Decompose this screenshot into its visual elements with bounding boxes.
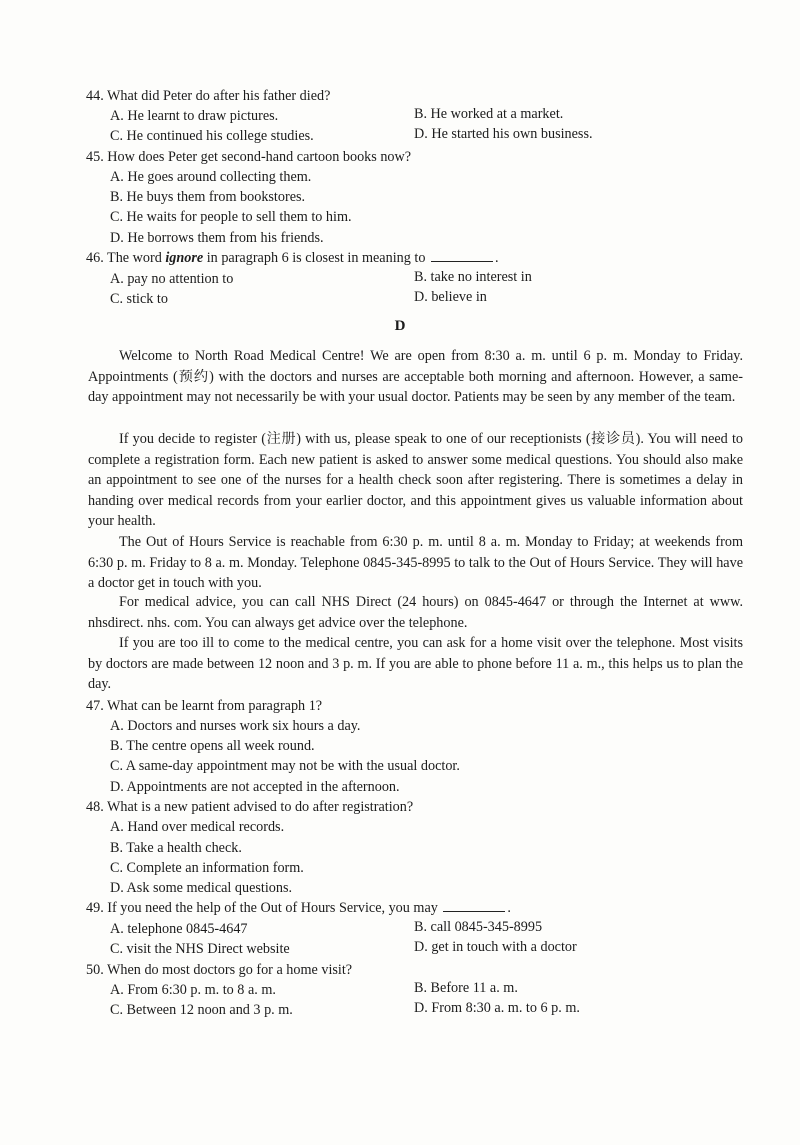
question-47-option-c: C. A same-day appointment may not be with the usual doctor. <box>110 758 460 774</box>
answer-blank <box>431 249 493 262</box>
question-49-option-d: D. get in touch with a doctor <box>414 939 577 955</box>
passage-paragraph-3: The Out of Hours Service is reachable from 6:30 p. m. until 8 a. m. Monday to Friday; at weekends from 6:30 p. m. Friday to 8 a. m. Monday. Telephone 0845-345-8995 to talk to the Out of Hours Service. They will have a doctor get in touch with you. <box>88 534 743 592</box>
question-48-option-a: A. Hand over medical records. <box>110 819 285 835</box>
passage-paragraph-5: If you are too ill to come to the medical centre, you can ask for a home visit over the telephone. Most visits by doctors are made between 12 noon and 3 p. m. If you are able to phone before 11 a. m., this helps us to plan the day. <box>88 635 743 693</box>
question-44-option-c: C. He continued his college studies. <box>110 128 314 144</box>
question-47-stem: 47. What can be learnt from paragraph 1? <box>86 698 323 714</box>
question-48-option-b: B. Take a health check. <box>110 840 242 856</box>
question-44-option-a: A. He learnt to draw pictures. <box>110 108 279 124</box>
question-49-option-c: C. visit the NHS Direct website <box>110 941 290 957</box>
section-heading: D <box>394 318 406 334</box>
question-45-option-d: D. He borrows them from his friends. <box>110 230 324 246</box>
question-46-stem-pre: 46. The word <box>86 250 162 266</box>
question-49-stem-text: 49. If you need the help of the Out of Hours Service, you may <box>86 900 438 916</box>
question-46-stem: 46. The word ignore in paragraph 6 is closest in meaning to . <box>86 250 499 266</box>
question-45-option-b: B. He buys them from bookstores. <box>110 189 306 205</box>
question-46-stem-post: in paragraph 6 is closest in meaning to <box>206 250 426 266</box>
passage-paragraph-4: For medical advice, you can call NHS Direct (24 hours) on 0845-4647 or through the Internet at www. nhsdirect. nhs. com. You can always get advice over the telephone. <box>88 594 743 631</box>
question-44-option-d: D. He started his own business. <box>414 126 593 142</box>
question-44-stem: 44. What did Peter do after his father died? <box>86 88 331 104</box>
question-50-option-c: C. Between 12 noon and 3 p. m. <box>110 1002 293 1018</box>
question-47-option-a: A. Doctors and nurses work six hours a day. <box>110 718 361 734</box>
question-50-option-d: D. From 8:30 a. m. to 6 p. m. <box>414 1000 580 1016</box>
question-46-keyword: ignore <box>165 250 204 266</box>
question-50-stem: 50. When do most doctors go for a home visit? <box>86 962 353 978</box>
question-45-option-c: C. He waits for people to sell them to him. <box>110 209 352 225</box>
question-47-option-b: B. The centre opens all week round. <box>110 738 315 754</box>
question-49-stem: 49. If you need the help of the Out of Hours Service, you may . <box>86 900 511 916</box>
question-49-option-b: B. call 0845-345-8995 <box>414 919 543 935</box>
passage-paragraph-2: If you decide to register (注册) with us, please speak to one of our receptionists (接诊员). You will need to complete a registration form. Each new patient is asked to answer some medical questions. You should also make an appointment to see one of the nurses for a health check soon after registering. There is sometimes a delay in handing over medical records from your earlier doctor, and this appointment gives us valuable information about your health. <box>88 431 743 530</box>
question-44-option-b: B. He worked at a market. <box>414 106 564 122</box>
question-50-option-a: A. From 6:30 p. m. to 8 a. m. <box>110 982 276 998</box>
question-47-option-d: D. Appointments are not accepted in the afternoon. <box>110 779 400 795</box>
question-45-stem: 45. How does Peter get second-hand cartoon books now? <box>86 149 412 165</box>
question-48-option-d: D. Ask some medical questions. <box>110 880 293 896</box>
question-49-option-a: A. telephone 0845-4647 <box>110 921 248 937</box>
answer-blank <box>443 899 505 912</box>
question-46-option-c: C. stick to <box>110 291 168 307</box>
passage-paragraph-1: Welcome to North Road Medical Centre! We are open from 8:30 a. m. until 6 p. m. Monday to Friday. Appointments (预约) with the doctors and nurses are acceptable both morning and afternoon. However, a same-day appointment may not necessarily be with your usual doctor. Patients may be seen by any member of the team. <box>88 348 743 406</box>
question-46-option-b: B. take no interest in <box>414 269 532 285</box>
question-45-option-a: A. He goes around collecting them. <box>110 169 312 185</box>
question-48-stem: 48. What is a new patient advised to do after registration? <box>86 799 414 815</box>
question-46-option-a: A. pay no attention to <box>110 271 234 287</box>
question-48-option-c: C. Complete an information form. <box>110 860 304 876</box>
question-46-option-d: D. believe in <box>414 289 487 305</box>
question-50-option-b: B. Before 11 a. m. <box>414 980 518 996</box>
